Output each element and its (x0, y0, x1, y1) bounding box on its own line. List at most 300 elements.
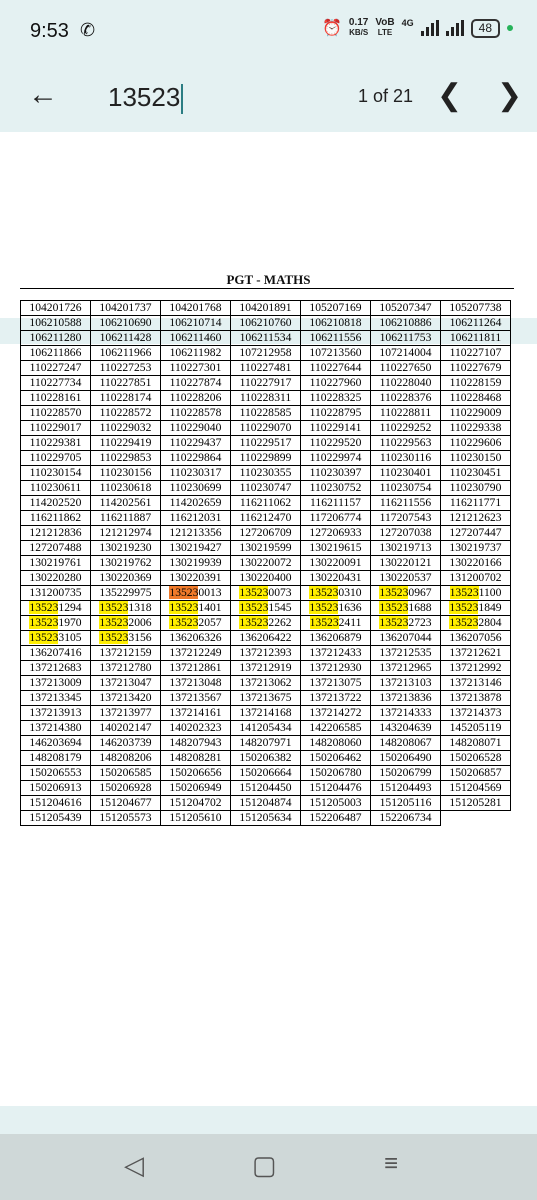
table-cell: 104201737 (91, 301, 161, 316)
table-cell: 137214373 (441, 706, 511, 721)
table-cell: 127206709 (231, 526, 301, 541)
search-highlight: 13523 (169, 601, 199, 614)
table-cell: 110229606 (441, 436, 511, 451)
table-cell: 110227253 (91, 361, 161, 376)
table-cell: 137213567 (161, 691, 231, 706)
table-cell: 136207044 (371, 631, 441, 646)
table-cell: 135231294 (21, 601, 91, 616)
table-cell: 150206656 (161, 766, 231, 781)
table-cell: 110229705 (21, 451, 91, 466)
table-cell: 106210690 (91, 316, 161, 331)
table-cell: 127207038 (371, 526, 441, 541)
status-icons (322, 18, 513, 38)
table-cell: 110229381 (21, 436, 91, 451)
table-cell: 110230116 (371, 451, 441, 466)
table-cell: 150206585 (91, 766, 161, 781)
network-speed-value: 0.17 (348, 17, 369, 28)
nav-recents-icon[interactable]: ≡ (384, 1150, 399, 1177)
table-cell: 106211866 (21, 346, 91, 361)
table-cell: 110229974 (301, 451, 371, 466)
table-cell: 110230154 (21, 466, 91, 481)
back-arrow-icon[interactable]: ← (28, 78, 58, 111)
table-cell: 110228811 (371, 406, 441, 421)
search-highlight: 13523 (239, 616, 269, 629)
table-cell: 137214161 (161, 706, 231, 721)
table-cell: 135229975 (91, 586, 161, 601)
table-row (21, 466, 511, 481)
table-cell: 151205281 (441, 796, 511, 811)
table-cell: 142206585 (301, 721, 371, 736)
table-cell: 130220072 (231, 556, 301, 571)
table-cell: 136206879 (301, 631, 371, 646)
gen-label: 4G (401, 18, 414, 28)
table-cell: 106211966 (91, 346, 161, 361)
table-cell: 110229032 (91, 421, 161, 436)
table-cell: 141205434 (231, 721, 301, 736)
table-row (21, 361, 511, 376)
battery-icon: 48 (471, 19, 500, 38)
search-highlight: 13523 (449, 616, 479, 629)
table-cell: 106210886 (371, 316, 441, 331)
table-cell: 146203694 (21, 736, 91, 751)
table-row (21, 496, 511, 511)
table-row (21, 646, 511, 661)
table-cell: 135232804 (441, 616, 511, 631)
table-row (21, 721, 511, 736)
table-cell: 137212535 (371, 646, 441, 661)
table-cell: 110227301 (161, 361, 231, 376)
table-cell: 137212992 (441, 661, 511, 676)
table-cell: 107213560 (301, 346, 371, 361)
table-cell: 110230150 (441, 451, 511, 466)
table-row (21, 301, 511, 316)
table-row (21, 436, 511, 451)
table-cell: 110230754 (371, 481, 441, 496)
table-row (21, 751, 511, 766)
table-cell: 137213048 (161, 676, 231, 691)
table-cell: 151205634 (231, 811, 301, 826)
next-match-button[interactable]: ❯ (497, 79, 523, 112)
table-cell: 137213836 (371, 691, 441, 706)
table-cell: 135231849 (441, 601, 511, 616)
table-cell: 150206780 (301, 766, 371, 781)
table-cell: 106211982 (161, 346, 231, 361)
table-cell: 130219761 (21, 556, 91, 571)
table-cell: 106211264 (441, 316, 511, 331)
table-cell: 114202520 (21, 496, 91, 511)
table-row (21, 451, 511, 466)
table-cell: 148208179 (21, 751, 91, 766)
table-row (21, 796, 511, 811)
table-cell: 130220537 (371, 571, 441, 586)
table-cell: 110229017 (21, 421, 91, 436)
search-highlight: 13523 (309, 616, 339, 629)
table-row (21, 481, 511, 496)
table-cell: 137213062 (231, 676, 301, 691)
table-cell: 148208067 (371, 736, 441, 751)
table-cell: 150206553 (21, 766, 91, 781)
table-cell: 127207447 (441, 526, 511, 541)
table-cell: 104201891 (231, 301, 301, 316)
table-cell: 121212623 (441, 511, 511, 526)
table-cell: 135232006 (91, 616, 161, 631)
table-cell: 135230013 (161, 586, 231, 601)
volte-label: VoB (375, 17, 395, 28)
table-cell: 130220431 (301, 571, 371, 586)
table-cell: 135232723 (371, 616, 441, 631)
table-row (21, 391, 511, 406)
table-cell: 150206913 (21, 781, 91, 796)
table-cell: 137213047 (91, 676, 161, 691)
table-cell: 105207347 (371, 301, 441, 316)
table-cell: 116211556 (371, 496, 441, 511)
search-highlight: 13523 (379, 586, 409, 599)
table-cell: 135231318 (91, 601, 161, 616)
table-cell: 106211753 (371, 331, 441, 346)
table-row (21, 316, 511, 331)
table-row (21, 691, 511, 706)
table-cell: 110229437 (161, 436, 231, 451)
find-in-page-bar (0, 62, 537, 132)
nav-back-icon[interactable]: ◁ (124, 1150, 144, 1180)
document-title: PGT - MATHS (226, 272, 311, 287)
table-cell: 104201768 (161, 301, 231, 316)
table-cell: 131200735 (21, 586, 91, 601)
table-cell: 140202323 (161, 721, 231, 736)
table-cell: 151204476 (301, 781, 371, 796)
table-cell: 110228311 (231, 391, 301, 406)
table-cell: 110229419 (91, 436, 161, 451)
network-speed-unit: KB/S (349, 28, 369, 37)
table-row (21, 556, 511, 571)
previous-match-button[interactable]: ❮ (437, 79, 463, 112)
table-cell: 150206664 (231, 766, 301, 781)
table-cell: 117207543 (371, 511, 441, 526)
table-row (21, 811, 511, 826)
table-row (21, 616, 511, 631)
network-speed (349, 18, 368, 38)
alarm-icon: ⏰ (321, 20, 342, 37)
table-cell: 151204493 (371, 781, 441, 796)
table-cell: 130220091 (301, 556, 371, 571)
table-cell: 151205610 (161, 811, 231, 826)
table-cell: 150206928 (91, 781, 161, 796)
search-highlight: 13523 (449, 586, 479, 599)
table-cell: 137213075 (301, 676, 371, 691)
table-cell: 137212249 (161, 646, 231, 661)
table-cell: 148208071 (441, 736, 511, 751)
table-cell: 110227481 (231, 361, 301, 376)
table-cell: 151205573 (91, 811, 161, 826)
phone-call-icon: ✆ (80, 20, 96, 40)
table-row (21, 346, 511, 361)
find-input[interactable] (108, 82, 183, 114)
table-cell: 135233156 (91, 631, 161, 646)
table-cell: 137212621 (441, 646, 511, 661)
table-cell: 137212683 (21, 661, 91, 676)
nav-home-icon[interactable]: ▢ (252, 1150, 277, 1180)
table-cell: 110228325 (301, 391, 371, 406)
table-cell: 136207056 (441, 631, 511, 646)
search-highlight: 13523 (29, 616, 59, 629)
table-cell: 116211157 (301, 496, 371, 511)
table-cell: 116212470 (231, 511, 301, 526)
table-cell: 135230967 (371, 586, 441, 601)
table-cell: 106211556 (301, 331, 371, 346)
table-cell: 137214168 (231, 706, 301, 721)
table-cell: 150206490 (371, 751, 441, 766)
table-cell: 137213009 (21, 676, 91, 691)
table-cell: 135231970 (21, 616, 91, 631)
table-cell: 151204702 (161, 796, 231, 811)
table-cell: 110228572 (91, 406, 161, 421)
table-cell: 137212780 (91, 661, 161, 676)
table-cell: 110230156 (91, 466, 161, 481)
table-cell: 130219713 (371, 541, 441, 556)
table-cell: 114202561 (91, 496, 161, 511)
table-cell: 130220280 (21, 571, 91, 586)
table-cell: 137212919 (231, 661, 301, 676)
table-cell: 116211062 (231, 496, 301, 511)
table-cell: 148207943 (161, 736, 231, 751)
table-cell: 137212861 (161, 661, 231, 676)
table-cell: 151205003 (301, 796, 371, 811)
table-cell: 116211887 (91, 511, 161, 526)
table-cell: 110228585 (231, 406, 301, 421)
table-cell: 110227107 (441, 346, 511, 361)
table-cell: 110230397 (301, 466, 371, 481)
table-cell: 110229338 (441, 421, 511, 436)
table-cell: 110228040 (371, 376, 441, 391)
lte-label: LTE (377, 28, 393, 37)
table-cell: 110230790 (441, 481, 511, 496)
table-cell: 121212836 (21, 526, 91, 541)
search-highlight: 13523 (379, 601, 409, 614)
table-cell: 110228174 (91, 391, 161, 406)
table-cell: 137212393 (231, 646, 301, 661)
table-cell: 110230611 (21, 481, 91, 496)
table-cell: 110227874 (161, 376, 231, 391)
search-highlight: 13523 (169, 586, 199, 599)
volte-indicator (375, 18, 394, 38)
table-cell: 106211428 (91, 331, 161, 346)
table-cell: 110227960 (301, 376, 371, 391)
status-bar (0, 0, 537, 62)
table-cell: 110229853 (91, 451, 161, 466)
table-row (21, 736, 511, 751)
table-cell: 136206422 (231, 631, 301, 646)
table-cell: 110228570 (21, 406, 91, 421)
table-cell: 130219762 (91, 556, 161, 571)
table-cell: 127207488 (21, 541, 91, 556)
search-highlight: 13523 (99, 616, 129, 629)
table-cell: 137213977 (91, 706, 161, 721)
table-cell: 116211771 (441, 496, 511, 511)
search-highlight: 13523 (239, 586, 269, 599)
table-cell: 110230618 (91, 481, 161, 496)
table-row (21, 781, 511, 796)
table-cell: 135233105 (21, 631, 91, 646)
table-cell: 117206774 (301, 511, 371, 526)
table-cell: 110229864 (161, 451, 231, 466)
privacy-dot-icon (507, 25, 513, 31)
table-cell: 121213356 (161, 526, 231, 541)
table-cell: 110228468 (441, 391, 511, 406)
table-cell: 130220400 (231, 571, 301, 586)
table-cell: 151204874 (231, 796, 301, 811)
table-cell: 110228578 (161, 406, 231, 421)
table-cell: 131200702 (441, 571, 511, 586)
status-time: 9:53 (30, 20, 69, 42)
table-row (21, 631, 511, 646)
table-cell: 110227851 (91, 376, 161, 391)
table-cell: 106210760 (231, 316, 301, 331)
table-cell: 106210714 (161, 316, 231, 331)
table-cell: 151205439 (21, 811, 91, 826)
search-highlight: 13523 (99, 601, 129, 614)
table-cell: 137212930 (301, 661, 371, 676)
table-cell: 150206462 (301, 751, 371, 766)
table-cell: 110227917 (231, 376, 301, 391)
table-cell: 106211811 (441, 331, 511, 346)
table-cell: 151205116 (371, 796, 441, 811)
table-cell: 151204569 (441, 781, 511, 796)
table-cell: 110227247 (21, 361, 91, 376)
table-cell: 135231100 (441, 586, 511, 601)
table-cell: 110230401 (371, 466, 441, 481)
table-row (21, 586, 511, 601)
document-viewer[interactable] (0, 132, 537, 1106)
table-cell: 150206528 (441, 751, 511, 766)
table-cell: 110227650 (371, 361, 441, 376)
table-row (21, 661, 511, 676)
table-cell: 104201726 (21, 301, 91, 316)
table-row (21, 376, 511, 391)
table-cell: 151204616 (21, 796, 91, 811)
table-cell: 110229520 (301, 436, 371, 451)
table-cell: 130219427 (161, 541, 231, 556)
table-cell: 110230317 (161, 466, 231, 481)
table-cell: 137213345 (21, 691, 91, 706)
table-cell: 148208206 (91, 751, 161, 766)
table-cell: 152206487 (301, 811, 371, 826)
table-cell: 150206857 (441, 766, 511, 781)
table-cell: 110229009 (441, 406, 511, 421)
table-cell: 137214272 (301, 706, 371, 721)
table-row (21, 421, 511, 436)
table-row (21, 331, 511, 346)
table-cell: 110230747 (231, 481, 301, 496)
table-cell: 135232057 (161, 616, 231, 631)
table-cell: 137213675 (231, 691, 301, 706)
table-cell: 130219615 (301, 541, 371, 556)
signal-icon-2 (446, 20, 464, 36)
table-cell: 110228159 (441, 376, 511, 391)
table-cell: 110230355 (231, 466, 301, 481)
search-highlight: 13523 (239, 601, 269, 614)
table-cell: 110228161 (21, 391, 91, 406)
table-cell: 135232262 (231, 616, 301, 631)
table-cell: 137213878 (441, 691, 511, 706)
table-cell: 110229252 (371, 421, 441, 436)
table-cell: 136207416 (21, 646, 91, 661)
system-navigation-bar (0, 1134, 537, 1200)
table-cell: 148207971 (231, 736, 301, 751)
table-cell: 151204677 (91, 796, 161, 811)
table-cell: 135232411 (301, 616, 371, 631)
table-cell: 110229517 (231, 436, 301, 451)
search-highlight: 13523 (309, 601, 339, 614)
table-cell: 137212159 (91, 646, 161, 661)
table-row (21, 676, 511, 691)
table-cell: 130220391 (161, 571, 231, 586)
search-highlight: 13523 (379, 616, 409, 629)
table-cell: 105207738 (441, 301, 511, 316)
table-cell: 137213913 (21, 706, 91, 721)
table-cell: 121212974 (91, 526, 161, 541)
search-highlight: 13523 (309, 586, 339, 599)
table-cell: 137213103 (371, 676, 441, 691)
table-cell: 110227679 (441, 361, 511, 376)
signal-icon-1 (421, 20, 439, 36)
table-cell: 130219230 (91, 541, 161, 556)
table-row (21, 571, 511, 586)
table-cell: 135230310 (301, 586, 371, 601)
table-cell: 114202659 (161, 496, 231, 511)
table-cell: 105207169 (301, 301, 371, 316)
roll-number-table (20, 300, 511, 826)
table-cell: 137212433 (301, 646, 371, 661)
table-cell: 106211280 (21, 331, 91, 346)
table-cell: 137212965 (371, 661, 441, 676)
table-cell: 110227734 (21, 376, 91, 391)
table-cell: 148208060 (301, 736, 371, 751)
table-cell: 137214380 (21, 721, 91, 736)
table-cell: 110229141 (301, 421, 371, 436)
search-highlight: 13523 (449, 601, 479, 614)
table-row (21, 601, 511, 616)
table-cell: 135231545 (231, 601, 301, 616)
table-cell: 148208281 (161, 751, 231, 766)
search-highlight: 13523 (29, 631, 59, 644)
table-cell: 135230073 (231, 586, 301, 601)
table-cell: 110229040 (161, 421, 231, 436)
table-cell: 146203739 (91, 736, 161, 751)
table-cell: 110229563 (371, 436, 441, 451)
table-cell: 137213146 (441, 676, 511, 691)
title-underline (20, 288, 514, 289)
table-cell: 135231401 (161, 601, 231, 616)
table-cell: 127206933 (301, 526, 371, 541)
table-cell: 130219737 (441, 541, 511, 556)
table-cell: 135231636 (301, 601, 371, 616)
table-cell: 106211534 (231, 331, 301, 346)
find-query-text: 13523 (108, 82, 181, 112)
table-cell: 143204639 (371, 721, 441, 736)
text-caret (181, 84, 183, 114)
table-cell: 137213420 (91, 691, 161, 706)
table-cell: 135231688 (371, 601, 441, 616)
table-cell: 110230752 (301, 481, 371, 496)
table-cell: 150206949 (161, 781, 231, 796)
table-cell: 130220369 (91, 571, 161, 586)
table-cell: 107214004 (371, 346, 441, 361)
table-cell: 110229899 (231, 451, 301, 466)
table-cell: 106211460 (161, 331, 231, 346)
table-row (21, 541, 511, 556)
table-cell: 150206382 (231, 751, 301, 766)
table-cell: 137213722 (301, 691, 371, 706)
